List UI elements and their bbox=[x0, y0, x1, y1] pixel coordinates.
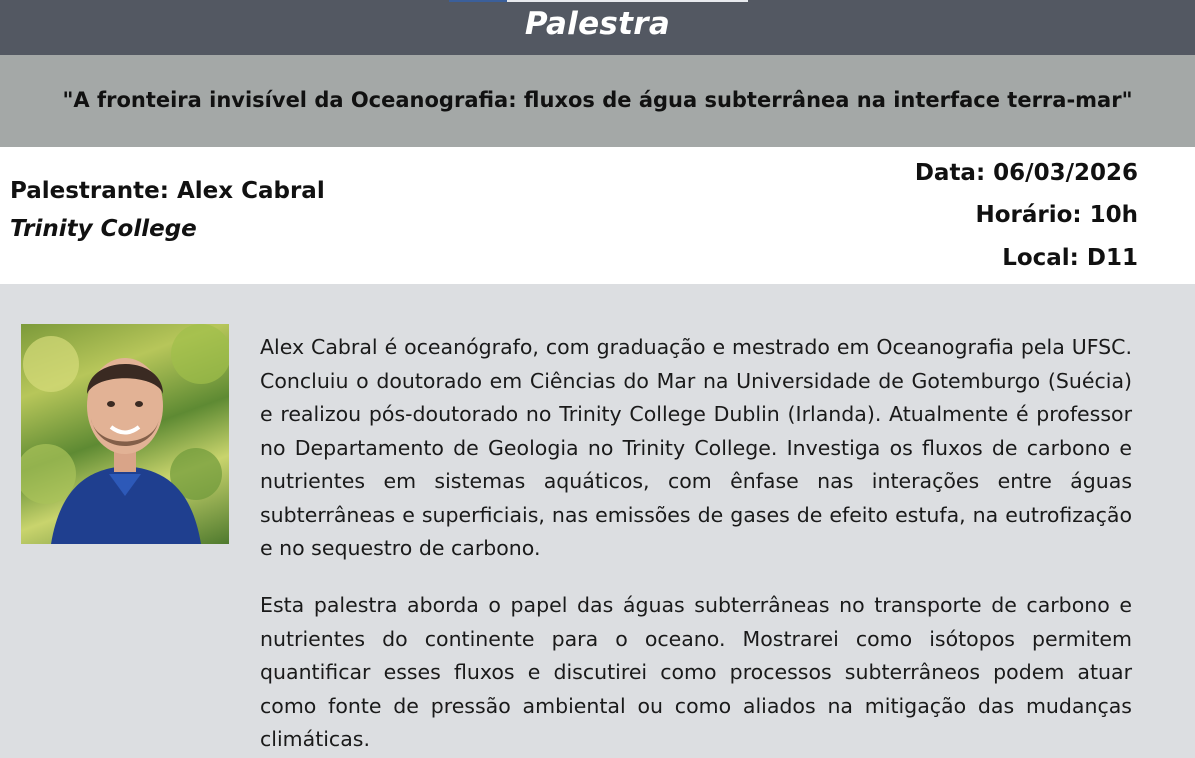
event-date: Data: 06/03/2026 bbox=[914, 160, 1138, 186]
speaker-name: Palestrante: Alex Cabral bbox=[10, 178, 325, 204]
speaker-portrait-illustration bbox=[21, 324, 229, 544]
event-time: Horário: 10h bbox=[975, 202, 1138, 228]
talk-abstract-paragraph: Esta palestra aborda o papel das águas subterrâneas no transporte de carbono e nutrientes do continente para o oceano. Mostrarei como isótopos permitem quantificar esses fluxos e discutirei como processos subterrâneos podem atuar como fonte de pressão ambiental ou como aliados na mitigação das mudanças climáticas. bbox=[260, 593, 1132, 751]
speaker-portrait-icon bbox=[21, 324, 229, 544]
header-accent-dark bbox=[449, 0, 507, 2]
talk-title: "A fronteira invisível da Oceanografia: fluxos de água subterrânea na interface terra-mar" bbox=[62, 88, 1133, 112]
speaker-institution: Trinity College bbox=[10, 216, 197, 242]
event-place: Local: D11 bbox=[1002, 245, 1138, 271]
header-bar bbox=[0, 0, 1195, 55]
speaker-bio-paragraph: Alex Cabral é oceanógrafo, com graduação e mestrado em Oceanografia pela UFSC. Concluiu o doutorado em Ciências do Mar na Universidade de Gotemburgo (Suécia) e realizou pós-doutorado no Trinity College Dublin (Irlanda). Atualmente é professor no Departamento de Geologia no Trinity College. Investiga os fluxos de carbono e nutrientes em sistemas aquáticos, com ênfase nas interações entre águas subterrâneas e superficiais, nas emissões de gases de efeito estufa, na eutrofização e no sequestro de carbono. bbox=[260, 335, 1132, 560]
header-accent-light bbox=[507, 0, 748, 2]
page-title: Palestra bbox=[524, 6, 671, 42]
